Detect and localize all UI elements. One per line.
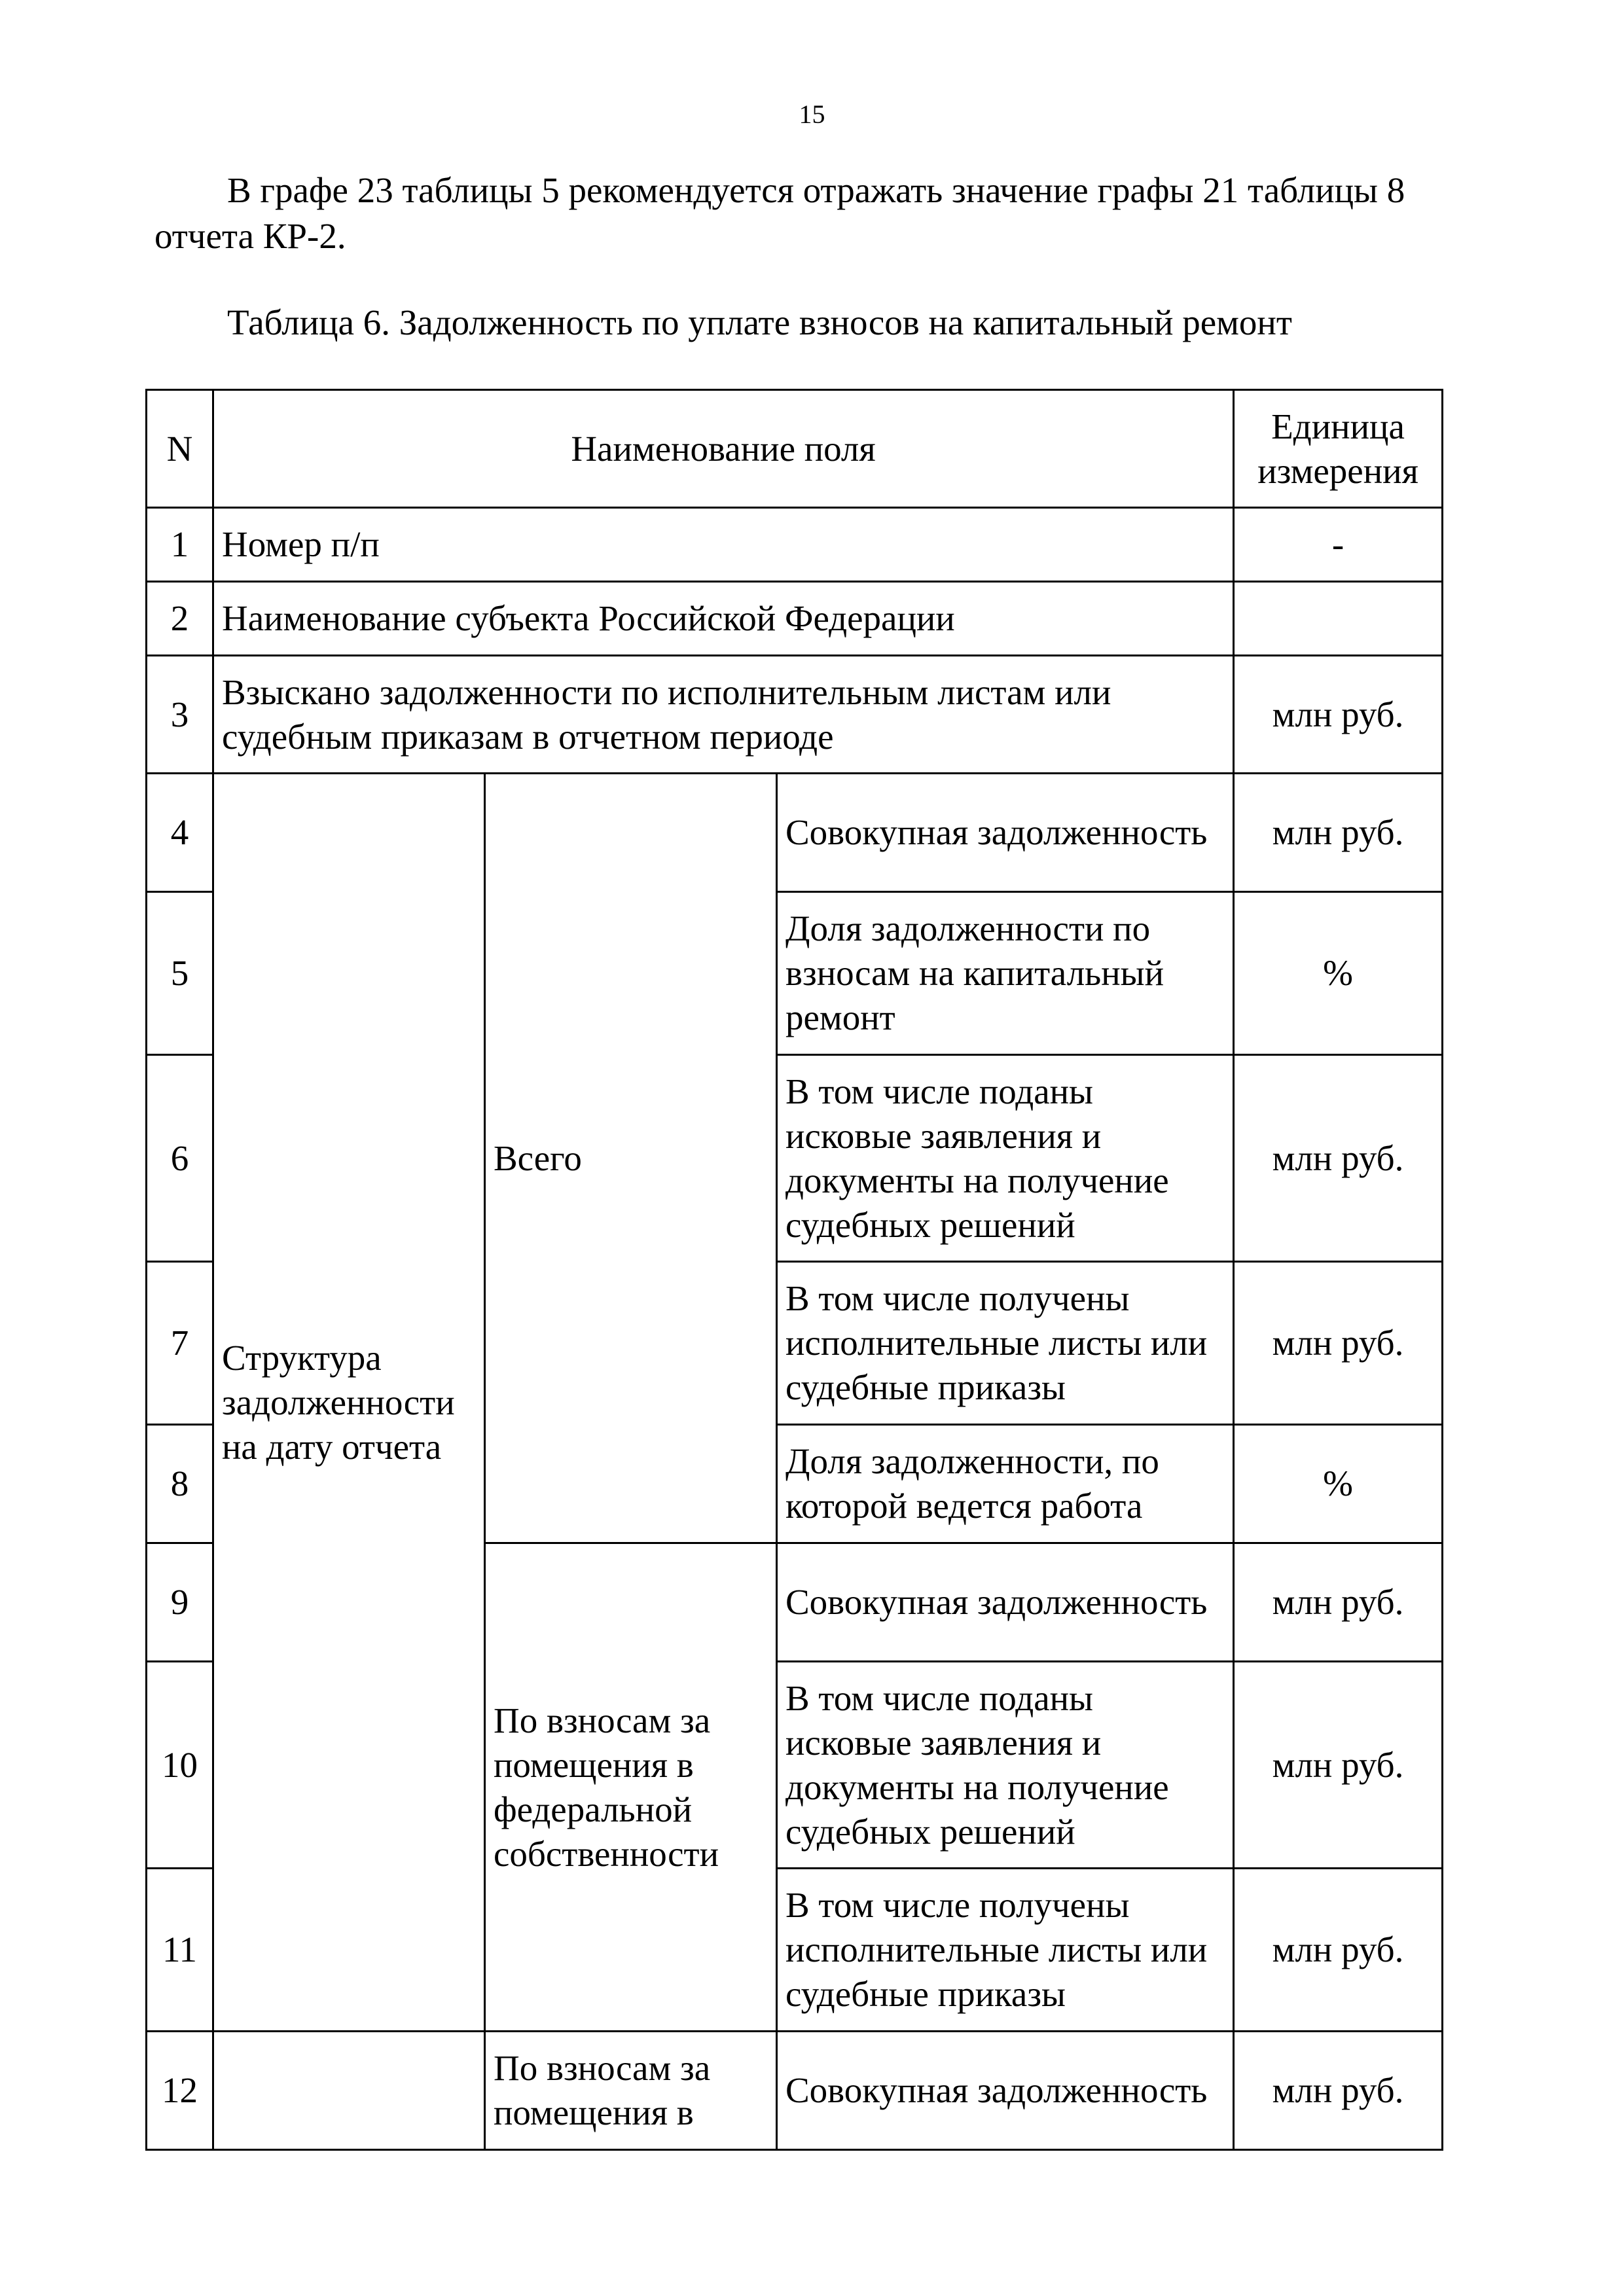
row-unit: млн руб.: [1234, 1055, 1443, 1262]
row-field-name: Совокупная задолженность: [777, 774, 1234, 892]
row-unit: млн руб.: [1234, 1543, 1443, 1662]
table-row: [147, 508, 1443, 582]
row-field-name: В том числе поданы исковые заявления и документы на получение судебных решений: [777, 1662, 1234, 1869]
row-unit: млн руб.: [1234, 1262, 1443, 1425]
row-number: 1: [147, 508, 213, 582]
group-federal-label: По взносам за помещения в федеральной собственности: [485, 1543, 777, 2032]
group-total-label: Всего: [485, 774, 777, 1543]
row-unit: млн руб.: [1234, 2032, 1443, 2150]
header-field-name: Наименование поля: [213, 390, 1234, 508]
header-n: N: [147, 390, 213, 508]
row-field-name: Наименование субъекта Российской Федерации: [213, 582, 1234, 656]
row-number: 8: [147, 1425, 213, 1543]
row-unit: -: [1234, 508, 1443, 582]
row-number: 10: [147, 1662, 213, 1869]
row-field-name: Совокупная задолженность: [777, 2032, 1234, 2150]
row-unit: млн руб.: [1234, 656, 1443, 774]
row-unit: млн руб.: [1234, 1869, 1443, 2032]
row-unit: млн руб.: [1234, 1662, 1443, 1869]
row-field-name: Доля задолженности по взносам на капитальный ремонт: [777, 892, 1234, 1055]
row-unit: [1234, 582, 1443, 656]
row-field-name: Доля задолженности, по которой ведется работа: [777, 1425, 1234, 1543]
table-row: [147, 774, 1443, 892]
row-number: 11: [147, 1869, 213, 2032]
row-unit: %: [1234, 1425, 1443, 1543]
intro-paragraph: В графе 23 таблицы 5 рекомендуется отражать значение графы 21 таблицы 8 отчета КР-2.: [154, 170, 1405, 256]
row-field-name: Номер п/п: [213, 508, 1234, 582]
table-row: [147, 582, 1443, 656]
row-number: 7: [147, 1262, 213, 1425]
row-field-name: Совокупная задолженность: [777, 1543, 1234, 1662]
header-unit: Единица измерения: [1234, 390, 1443, 508]
table-header-row: [147, 390, 1443, 508]
row-number: 5: [147, 892, 213, 1055]
row-number: 6: [147, 1055, 213, 1262]
row-number: 12: [147, 2032, 213, 2150]
row-field-name: Взыскано задолженности по исполнительным листам или судебным приказам в отчетном периоде: [213, 656, 1234, 774]
row-number: 2: [147, 582, 213, 656]
group-structure-continued: [213, 2032, 485, 2150]
row-number: 3: [147, 656, 213, 774]
group-next-label: По взносам за помещения в: [485, 2032, 777, 2150]
debt-table: [145, 389, 1443, 2151]
row-number: 4: [147, 774, 213, 892]
table-row: [147, 656, 1443, 774]
row-field-name: В том числе поданы исковые заявления и документы на получение судебных решений: [777, 1055, 1234, 1262]
row-field-name: В том числе получены исполнительные листы или судебные приказы: [777, 1262, 1234, 1425]
group-structure-label: Структура задолженности на дату отчета: [213, 774, 485, 2032]
row-field-name: В том числе получены исполнительные листы или судебные приказы: [777, 1869, 1234, 2032]
row-number: 9: [147, 1543, 213, 1662]
table-caption: Таблица 6. Задолженность по уплате взносов на капитальный ремонт: [227, 302, 1292, 342]
row-unit: млн руб.: [1234, 774, 1443, 892]
page-number: 15: [799, 99, 825, 129]
table-row: [147, 2032, 1443, 2150]
row-unit: %: [1234, 892, 1443, 1055]
